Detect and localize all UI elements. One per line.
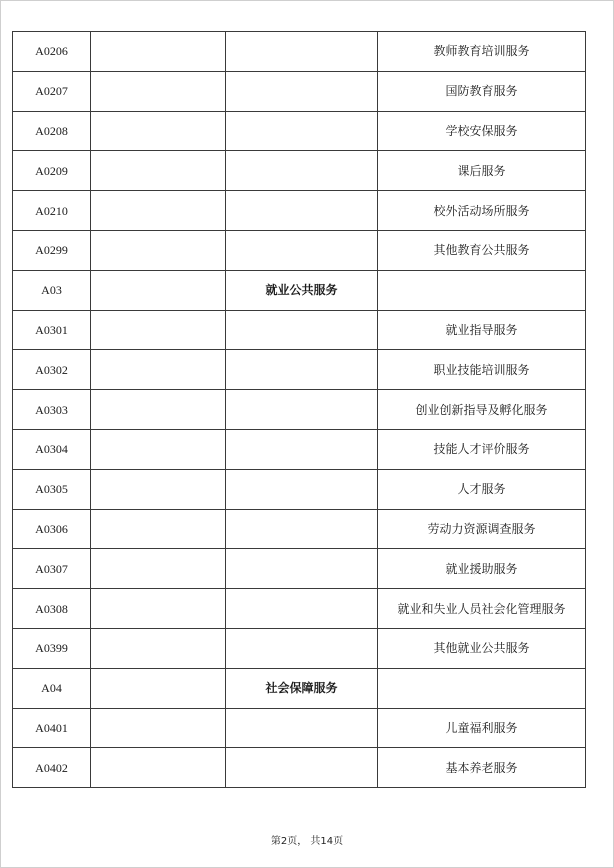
code-cell: A0308 bbox=[13, 589, 91, 629]
code-cell: A04 bbox=[13, 668, 91, 708]
level2-cell bbox=[91, 469, 226, 509]
table-row bbox=[13, 151, 586, 191]
level2-cell bbox=[91, 549, 226, 589]
level2-cell bbox=[91, 230, 226, 270]
item-cell: 教师教育培训服务 bbox=[378, 32, 586, 72]
table-row bbox=[13, 71, 586, 111]
level2-cell bbox=[91, 509, 226, 549]
category-cell bbox=[226, 509, 378, 549]
category-cell bbox=[226, 469, 378, 509]
table-row bbox=[13, 509, 586, 549]
category-cell: 社会保障服务 bbox=[226, 668, 378, 708]
level2-cell bbox=[91, 708, 226, 748]
category-cell bbox=[226, 708, 378, 748]
table-row bbox=[13, 310, 586, 350]
table-row bbox=[13, 549, 586, 589]
level2-cell bbox=[91, 668, 226, 708]
item-cell: 就业指导服务 bbox=[378, 310, 586, 350]
item-cell: 基本养老服务 bbox=[378, 748, 586, 788]
level2-cell bbox=[91, 270, 226, 310]
code-cell: A0304 bbox=[13, 429, 91, 469]
item-cell: 学校安保服务 bbox=[378, 111, 586, 151]
code-cell: A0301 bbox=[13, 310, 91, 350]
category-cell bbox=[226, 429, 378, 469]
code-cell: A0402 bbox=[13, 748, 91, 788]
code-cell: A03 bbox=[13, 270, 91, 310]
table-row bbox=[13, 708, 586, 748]
code-cell: A0209 bbox=[13, 151, 91, 191]
item-cell bbox=[378, 270, 586, 310]
table-row bbox=[13, 230, 586, 270]
table-row bbox=[13, 668, 586, 708]
table-row bbox=[13, 748, 586, 788]
category-cell bbox=[226, 71, 378, 111]
code-cell: A0206 bbox=[13, 32, 91, 72]
item-cell: 国防教育服务 bbox=[378, 71, 586, 111]
table-row bbox=[13, 350, 586, 390]
table-row bbox=[13, 111, 586, 151]
category-cell bbox=[226, 589, 378, 629]
item-cell: 其他就业公共服务 bbox=[378, 628, 586, 668]
level2-cell bbox=[91, 310, 226, 350]
category-cell bbox=[226, 350, 378, 390]
level2-cell bbox=[91, 71, 226, 111]
table-row bbox=[13, 270, 586, 310]
level2-cell bbox=[91, 429, 226, 469]
item-cell: 创业创新指导及孵化服务 bbox=[378, 390, 586, 430]
code-cell: A0302 bbox=[13, 350, 91, 390]
code-cell: A0299 bbox=[13, 230, 91, 270]
item-cell: 校外活动场所服务 bbox=[378, 191, 586, 231]
category-cell bbox=[226, 32, 378, 72]
item-cell: 课后服务 bbox=[378, 151, 586, 191]
table-row bbox=[13, 191, 586, 231]
category-cell bbox=[226, 390, 378, 430]
level2-cell bbox=[91, 151, 226, 191]
level2-cell bbox=[91, 32, 226, 72]
level2-cell bbox=[91, 628, 226, 668]
code-cell: A0401 bbox=[13, 708, 91, 748]
item-cell: 职业技能培训服务 bbox=[378, 350, 586, 390]
table-row bbox=[13, 589, 586, 629]
code-cell: A0210 bbox=[13, 191, 91, 231]
level2-cell bbox=[91, 111, 226, 151]
category-cell: 就业公共服务 bbox=[226, 270, 378, 310]
code-cell: A0306 bbox=[13, 509, 91, 549]
item-cell bbox=[378, 668, 586, 708]
category-cell bbox=[226, 230, 378, 270]
table-row bbox=[13, 390, 586, 430]
service-catalog-table bbox=[12, 31, 586, 788]
category-cell bbox=[226, 111, 378, 151]
table-row bbox=[13, 429, 586, 469]
level2-cell bbox=[91, 390, 226, 430]
item-cell: 技能人才评价服务 bbox=[378, 429, 586, 469]
page-footer: 第2页， 共14页 bbox=[270, 836, 344, 847]
item-cell: 其他教育公共服务 bbox=[378, 230, 586, 270]
code-cell: A0208 bbox=[13, 111, 91, 151]
category-cell bbox=[226, 628, 378, 668]
item-cell: 就业和失业人员社会化管理服务 bbox=[378, 589, 586, 629]
category-cell bbox=[226, 191, 378, 231]
level2-cell bbox=[91, 350, 226, 390]
table-row bbox=[13, 628, 586, 668]
item-cell: 儿童福利服务 bbox=[378, 708, 586, 748]
category-cell bbox=[226, 748, 378, 788]
level2-cell bbox=[91, 589, 226, 629]
item-cell: 人才服务 bbox=[378, 469, 586, 509]
code-cell: A0303 bbox=[13, 390, 91, 430]
category-cell bbox=[226, 310, 378, 350]
code-cell: A0399 bbox=[13, 628, 91, 668]
item-cell: 劳动力资源调查服务 bbox=[378, 509, 586, 549]
code-cell: A0305 bbox=[13, 469, 91, 509]
table-row bbox=[13, 32, 586, 72]
table-row bbox=[13, 469, 586, 509]
item-cell: 就业援助服务 bbox=[378, 549, 586, 589]
level2-cell bbox=[91, 748, 226, 788]
code-cell: A0307 bbox=[13, 549, 91, 589]
category-cell bbox=[226, 549, 378, 589]
code-cell: A0207 bbox=[13, 71, 91, 111]
level2-cell bbox=[91, 191, 226, 231]
category-cell bbox=[226, 151, 378, 191]
